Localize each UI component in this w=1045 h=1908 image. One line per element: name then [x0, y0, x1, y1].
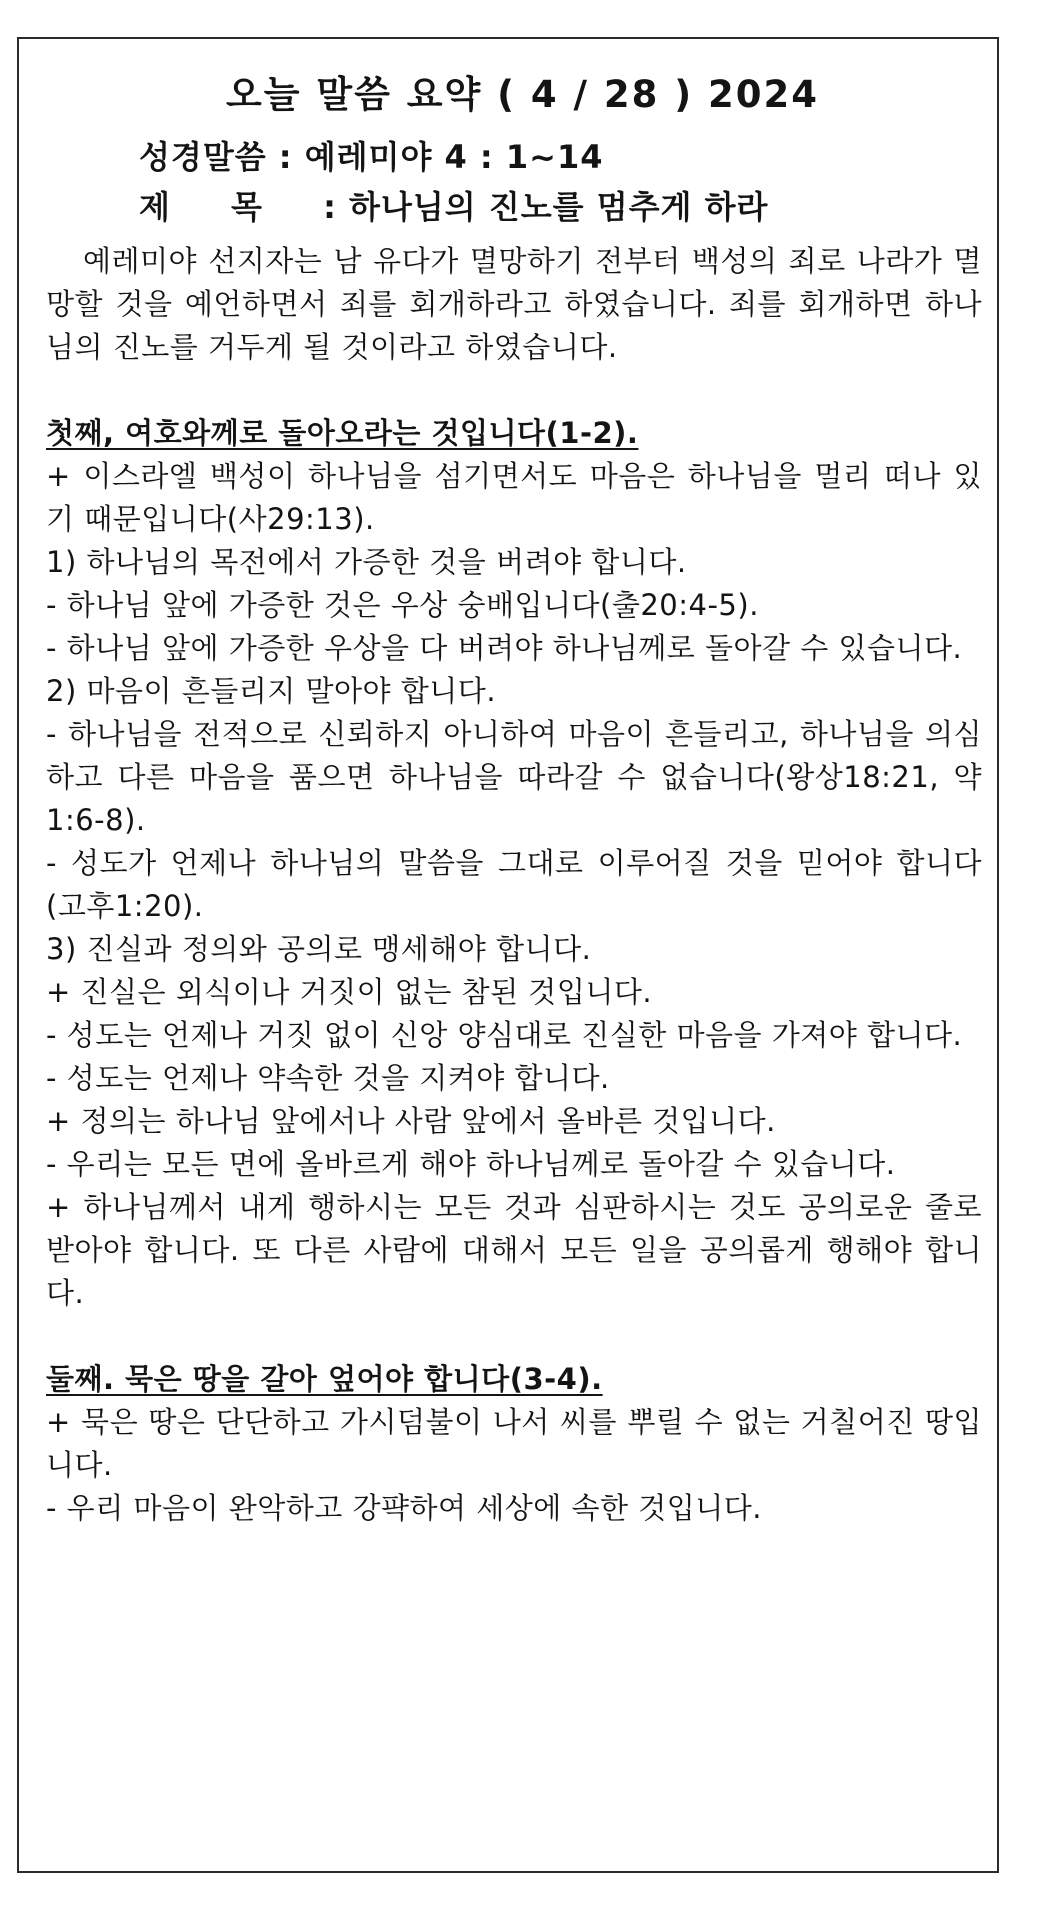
spacer — [46, 369, 982, 412]
list-item: 3) 진실과 정의와 공의로 맹세해야 합니다. — [46, 932, 592, 966]
subject-value: 하나님의 진노를 멈추게 하라 — [349, 188, 769, 226]
list-item: - 우리 마음이 완악하고 강퍅하여 세상에 속한 것입니다. — [46, 1491, 763, 1525]
section-heading — [46, 1358, 982, 1401]
intro-paragraph: 예레미야 선지자는 남 유다가 멸망하기 전부터 백성의 죄로 나라가 멸망할 것을 예언하면서 죄를 회개하라고 하였습니다. 죄를 회개하면 하나님의 진노를 거두게 될 것이라고 하였습니다. — [46, 244, 982, 364]
list-item: - 성도는 언제나 약속한 것을 지켜야 합니다. — [46, 1061, 610, 1095]
section-2-heading: 둘째. 묵은 땅을 갈아 엎어야 합니다(3-4). — [46, 1362, 603, 1396]
page-title: 오늘 말씀 요약 ( 4 / 28 ) 2024 — [225, 73, 820, 116]
list-item: - 우리는 모든 면에 올바르게 해야 하나님께로 돌아갈 수 있습니다. — [46, 1147, 896, 1181]
section-1-heading: 첫째, 여호와께로 돌아오라는 것입니다(1-2). — [46, 416, 639, 450]
spacer — [46, 1315, 982, 1358]
scripture-value: 예레미야 4 : 1~14 — [304, 138, 604, 176]
list-item: + 정의는 하나님 앞에서나 사람 앞에서 올바른 것입니다. — [46, 1104, 776, 1138]
list-item: 1) 하나님의 목전에서 가증한 것을 버려야 합니다. — [46, 545, 687, 579]
list-item: + 진실은 외식이나 거짓이 없는 참된 것입니다. — [46, 975, 653, 1009]
list-item: + 하나님께서 내게 행하시는 모든 것과 심판하시는 것도 공의로운 줄로 받아야 합니다. 또 다른 사람에 대해서 모든 일을 공의롭게 행해야 합니다. — [46, 1190, 983, 1310]
section-heading — [46, 412, 982, 455]
scripture-label: 성경말씀 : — [139, 138, 293, 176]
list-item: - 하나님 앞에 가증한 것은 우상 숭배입니다(출20:4-5). — [46, 588, 759, 622]
subject-label: 제 목 : — [139, 188, 337, 226]
list-item: + 묵은 땅은 단단하고 가시덤불이 나서 씨를 뿌릴 수 없는 거칠어진 땅입니다. — [46, 1405, 982, 1482]
list-item: - 하나님을 전적으로 신뢰하지 아니하여 마음이 흔들리고, 하나님을 의심하고 다른 마음을 품으면 하나님을 따라갈 수 없습니다(왕상18:21, 약1:6-8). — [46, 717, 982, 837]
scripture-line — [139, 132, 603, 178]
subject-line — [139, 182, 768, 228]
list-item: - 하나님 앞에 가증한 우상을 다 버려야 하나님께로 돌아갈 수 있습니다. — [46, 631, 963, 665]
list-item: - 성도는 언제나 거짓 없이 신앙 양심대로 진실한 마음을 가져야 합니다. — [46, 1018, 963, 1052]
list-item: + 이스라엘 백성이 하나님을 섬기면서도 마음은 하나님을 멀리 떠나 있기 때문입니다(사29:13). — [46, 459, 983, 536]
list-item: - 성도가 언제나 하나님의 말씀을 그대로 이루어질 것을 믿어야 합니다(고후1:20). — [46, 846, 982, 923]
sermon-body — [46, 240, 982, 1530]
list-item: 2) 마음이 흔들리지 말아야 합니다. — [46, 674, 497, 708]
